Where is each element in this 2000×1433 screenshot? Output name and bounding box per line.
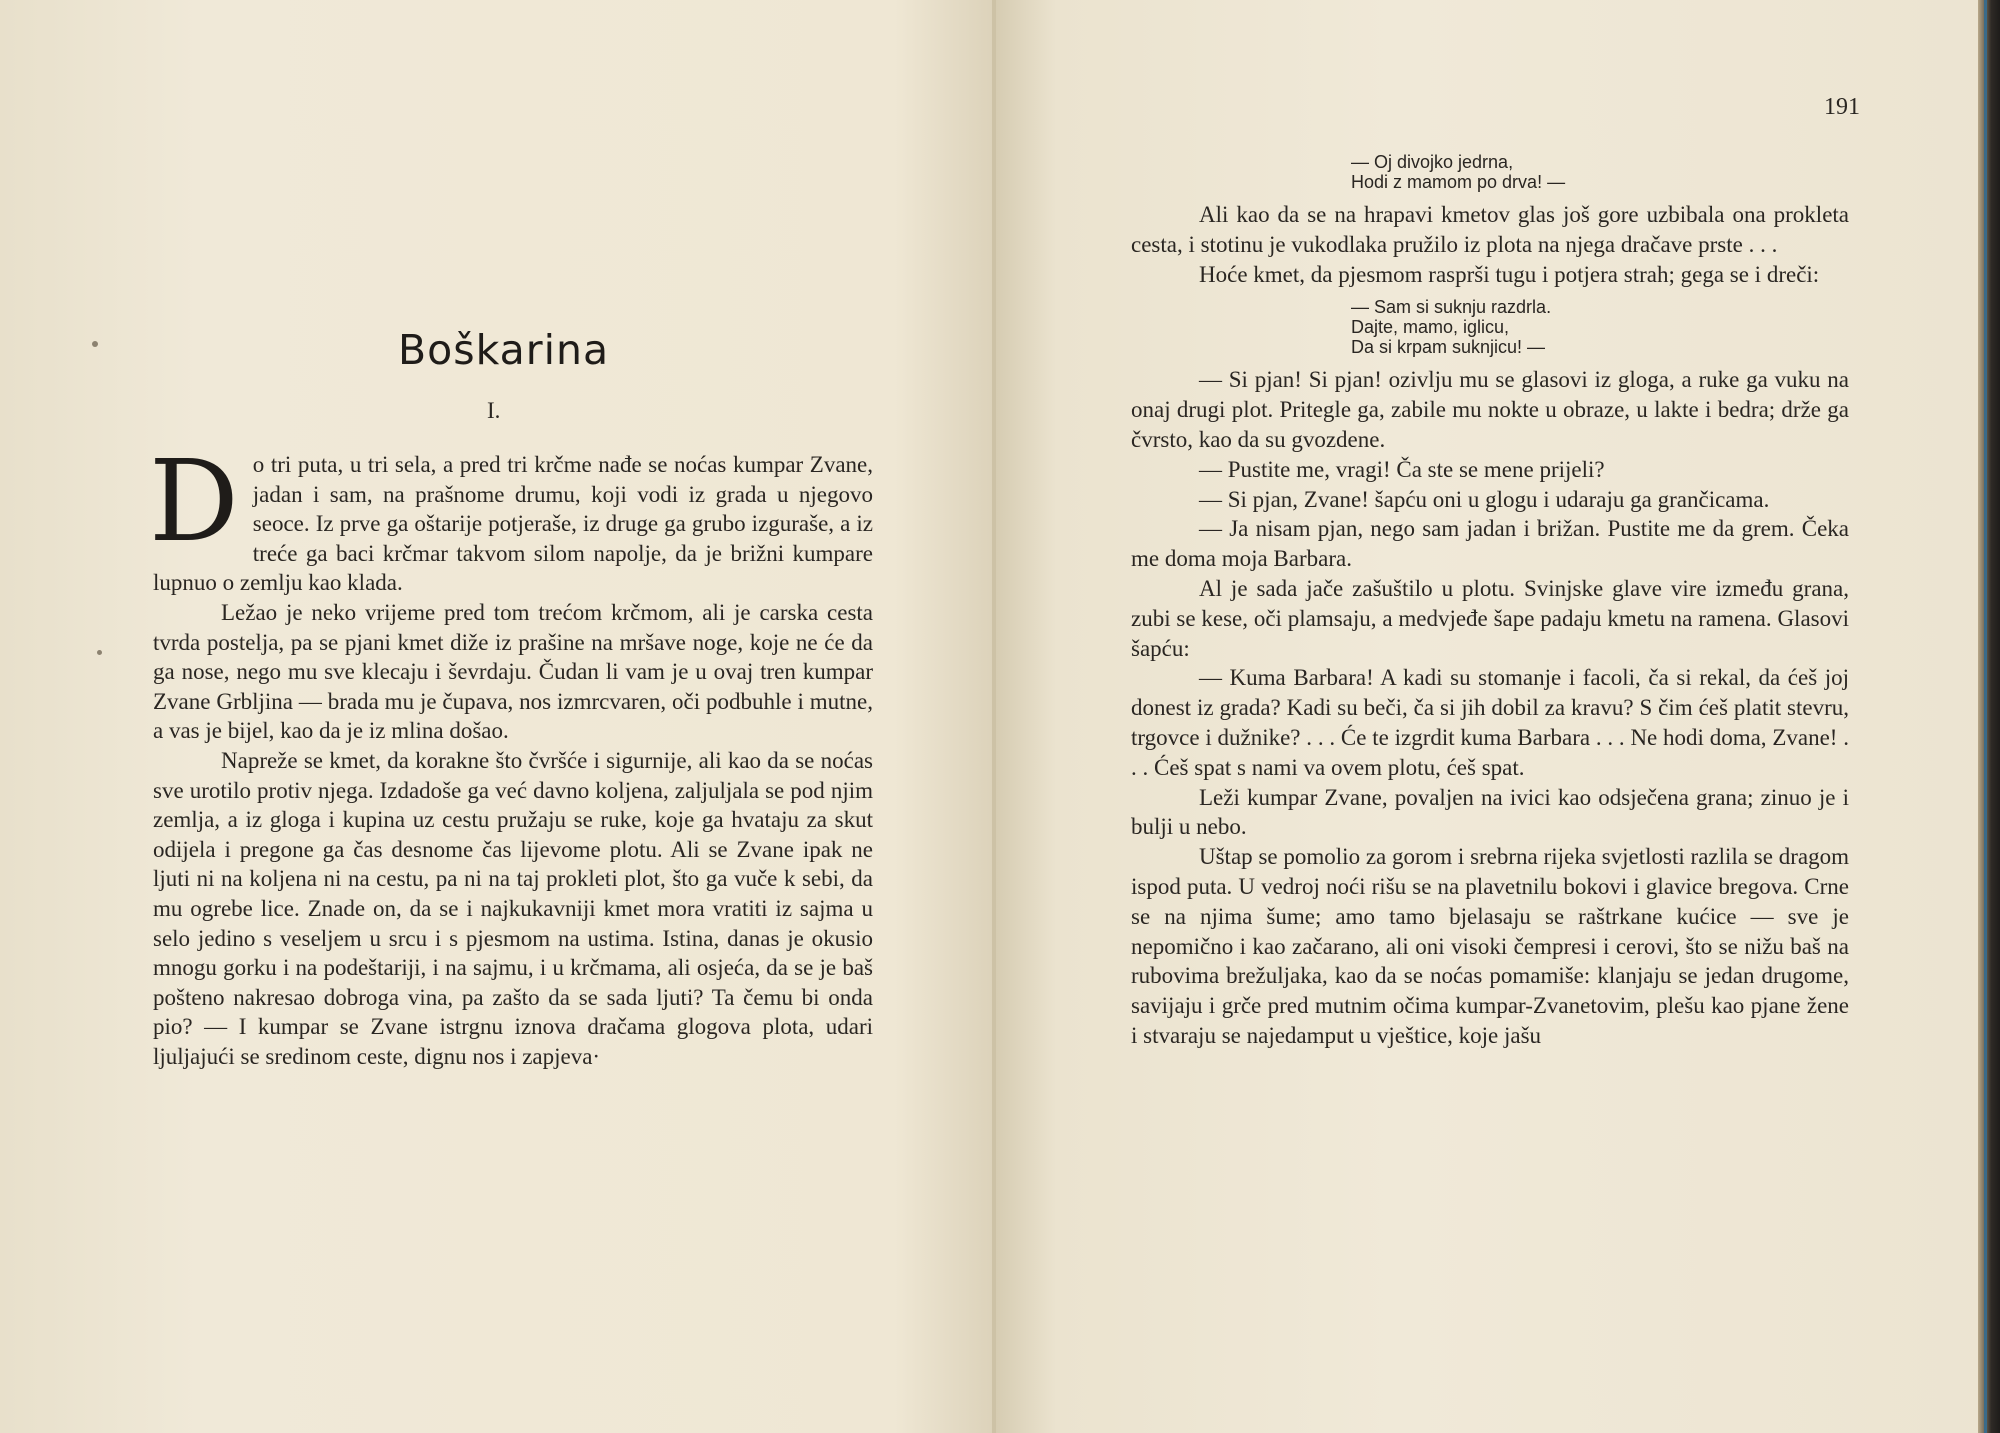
verse-line: — Sam si suknju razdrla. xyxy=(1351,297,1552,318)
paragraph: Leži kumpar Zvane, povaljen na ivici kao odsječena grana; zinuo je i bulji u nebo. xyxy=(1131,784,1849,840)
verse-line: Dajte, mamo, iglicu, xyxy=(1351,317,1510,338)
paragraph: Hoće kmet, da pjesmom rasprši tugu i potjera strah; gega se i dreči: xyxy=(1199,261,1820,287)
paragraph-1-text: o tri puta, u tri sela, a pred tri krčme nađe se noćas kumpar Zvane, jadan i sam, na prašnome drumu, koji vodi iz grada u njegovo seoce. Iz prve ga oštarije potjeraše, iz druge ga grubo izguraše, a iz treće ga baci krčmar takvom silom napolje, da je brižni kumpare lupnuo o zemlju kao klada. xyxy=(153,452,873,596)
paper-speck xyxy=(97,650,102,655)
paragraph: — Ja nisam pjan, nego sam jadan i brižan. Pustite me da grem. Čeka me doma moja Barbara. xyxy=(1131,516,1849,572)
paragraph-3: Napreže se kmet, da korakne što čvršće i sigurnije, ali kao da se noćas sve urotilo protiv njega. Izdadoše ga već davno koljena, zaljuljala se pod njim zemlja, a iz gloga i kupina uz cestu pružaju se ruke, koje ga hvataju za skut odijela i pregone ga čas desnome čas lijevome plotu. Ali se Zvane ipak ne ljuti ni na koljena ni na cestu, pa ni na taj prokleti plot, što ga vuče k sebi, da mu ogrebe lice. Znade on, da se i najkukavniji kmet mora vratiti iz sajma u selo jedino s veseljem u srcu i s pjesmom na ustima. Istina, danas je okusio mnogu gorku i na podeštariji, i na sajmu, i u krčmama, ali osjeća, da se je baš pošteno nakresao dobroga vina, pa zašto da se sada ljuti? Ta čemu bi onda pio? — I kumpar se Zvane istrgnu iznova dračama glogova plota, udari ljuljajući se sredinom ceste, dignu nos i zapjeva· xyxy=(153,747,873,1069)
paragraph-2: Ležao je neko vrijeme pred tom trećom krčmom, ali je carska cesta tvrda postelja, pa se pjani kmet diže iz prašine na mršave noge, koje ne će da ga nose, nego mu sve klecaju i ševrdaju. Čudan li vam je u ovaj tren kumpar Zvane Grbljina — brada mu je čupava, nos izmrcvaren, oči podbuhle i mutne, a vas je bijel, kao da je iz mlina došao. xyxy=(153,599,873,744)
paragraph: — Kuma Barbara! A kadi su stomanje i facoli, ča si rekal, da ćeš joj donest iz grada? Kadi su beči, ča si jih dobil za kravu? S čim ćeš platit stevru, trgovce i dužnike? . . . Će te izgrdit kuma Barbara . . . Ne hodi doma, Zvane! . . . Ćeš spat s nami va ovem plotu, ćeš spat. xyxy=(1131,665,1849,780)
right-page-text xyxy=(1131,150,1849,1051)
cover-edge-strip xyxy=(1984,0,1987,1433)
book-cover-edge xyxy=(1978,0,2000,1433)
paragraph: — Si pjan, Zvane! šapću oni u glogu i udaraju ga grančicama. xyxy=(1199,486,1770,512)
left-page-text xyxy=(149,437,873,1071)
verse-1 xyxy=(1131,152,1849,192)
paragraph-1 xyxy=(149,437,873,598)
paragraph: Ali kao da se na hrapavi kmetov glas još gore uzbibala ona prokleta cesta, i stotinu je vukodlaka pružilo iz plota na njega dračave prste . . . xyxy=(1131,202,1849,257)
paragraph: Al je sada jače zašuštilo u plotu. Svinjske glave vire između grana, zubi se kese, oči plamsaju, a medvjeđe šape padaju kmetu na ramena. Glasovi šapću: xyxy=(1131,575,1849,661)
paragraph: Uštap se pomolio za gorom i srebrna rijeka svjetlosti razlila se dragom ispod puta. U vedroj noći rišu se na plavetnilu bokovi i glavice bregova. Crne se na njima šume; amo tamo bjelasaju se raštrkane kućice — sve je nepomično i kao začarano, ali oni visoki čempresi i cerovi, što se nižu baš na rubovima brežuljaka, kao da se noćas pomamiše: klanjaju se jedan drugome, savijaju i grče pred mutnim očima kumpar-Zvanetovim, plešu kao pjane žene i stvaraju se najedamput u vještice, koje jašu xyxy=(1131,844,1849,1048)
page-number: 191 xyxy=(1824,94,1860,120)
drop-cap: D xyxy=(149,437,239,567)
verse-line: Da si krpam suknjicu! — xyxy=(1351,337,1546,358)
left-page xyxy=(0,0,994,1433)
verse-line: Hodi z mamom po drva! — xyxy=(1351,172,1566,192)
paper-speck xyxy=(92,341,98,347)
paragraph: — Si pjan! Si pjan! ozivlju mu se glasovi iz gloga, a ruke ga vuku na onaj drugi plot. Pritegle ga, zabile mu nokte u obraze, u lakte i bedra; drže ga čvrsto, kao da su gvozdene. xyxy=(1131,367,1849,452)
verse-2 xyxy=(1131,297,1849,357)
paragraph: — Pustite me, vragi! Ča ste se mene prijeli? xyxy=(1199,456,1605,482)
chapter-number: I. xyxy=(487,398,501,423)
verse-line: — Oj divojko jedrna, xyxy=(1351,152,1514,172)
story-title: Boškarina xyxy=(398,326,610,374)
